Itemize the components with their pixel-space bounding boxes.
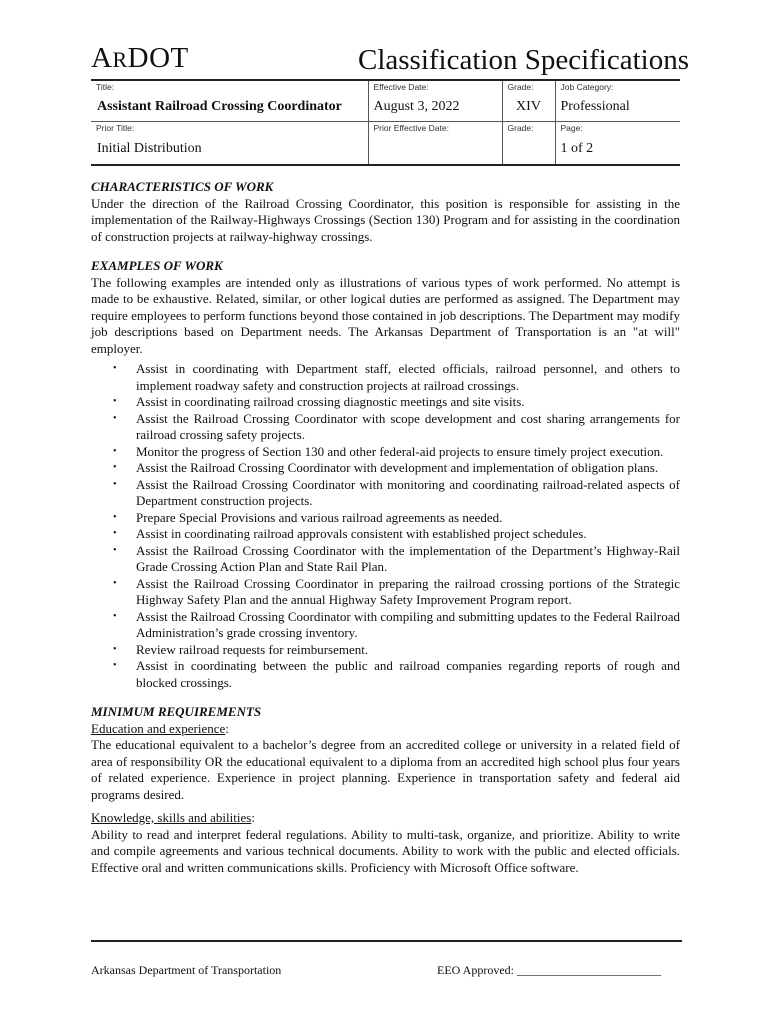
grade-label: Grade: xyxy=(502,80,555,93)
bullet-icon: • xyxy=(113,643,117,655)
bullet-icon: • xyxy=(113,577,117,589)
examples-heading: EXAMPLES OF WORK xyxy=(91,258,223,273)
education-block: Education and experience: The educational equivalent to a bachelor’s degree from an accredited college or university in a related field of area of responsibility OR the educational equivalent to a diploma from an accredited high school plus four years of related experience. Experience in project planning. Experience in transportation safety and federal aid programs desired. xyxy=(91,720,680,802)
ksa-label: Knowledge, skills and abilities xyxy=(91,810,252,825)
characteristics-text: Under the direction of the Railroad Crossing Coordinator, this position is responsible for assisting in the implementation of the Railway-Highways Crossings (Section 130) Program and for assisting in the coordination of construction projects at railway-highway crossings. xyxy=(91,195,680,244)
grade2-value xyxy=(502,134,555,165)
bullet-icon: • xyxy=(113,412,117,424)
bullet-icon: • xyxy=(113,445,117,457)
prior-effective-date-label: Prior Effective Date: xyxy=(368,122,502,135)
page-label: Page: xyxy=(555,122,680,135)
characteristics-heading: CHARACTERISTICS OF WORK xyxy=(91,179,274,194)
page-value: 1 of 2 xyxy=(555,134,680,165)
ksa-text: Ability to read and interpret federal regulations. Ability to multi-task, organize, and prioritize. Ability to write and compile agreements and various technical documents. Ability to work with the public and elected officials. Effective oral and written communications skills. Proficiency with Microsoft Office software. xyxy=(91,826,680,875)
education-text: The educational equivalent to a bachelor’s degree from an accredited college or university in a related field of area of responsibility OR the educational equivalent to a diploma from an accredited high school plus four years of related experience. Experience in project planning. Experience in transportation safety and federal aid programs desired. xyxy=(91,737,680,802)
bullet-icon: • xyxy=(113,363,117,374)
list-item: • Assist the Railroad Crossing Coordinator in preparing the railroad crossing portions of the Strategic Highway Safety Plan and the annual Highway Safety Improvement Program report. xyxy=(113,575,680,607)
list-item: • Assist in coordinating railroad crossing diagnostic meetings and site visits. xyxy=(113,394,525,409)
title-value: Assistant Railroad Crossing Coordinator xyxy=(97,99,342,114)
bullet-icon: • xyxy=(113,511,117,523)
footer-eeo-approved: EEO Approved: ________________________ xyxy=(437,963,661,977)
bullet-icon: • xyxy=(113,660,117,671)
education-label: Education and experience xyxy=(91,720,226,736)
bullet-icon: • xyxy=(113,544,117,556)
requirements-heading: MINIMUM REQUIREMENTS xyxy=(91,704,262,719)
ksa-block: Knowledge, skills and abilities: Ability to read and interpret federal regulations. Ability to multi-task, organize, and prioritize. Ability to write and compile agreements and various technical documents. Ability to work with the public and elected officials. Effective oral and written communications skills. Proficiency with Microsoft Office software. xyxy=(91,810,680,875)
bullet-icon: • xyxy=(113,478,117,490)
grade2-label: Grade: xyxy=(502,122,555,135)
list-item: • Assist the Railroad Crossing Coordinator with the implementation of the Department’s Highway-Rail Grade Crossing Action Plan and State Rail Plan. xyxy=(113,542,680,574)
list-item: • Assist the Railroad Crossing Coordinator with scope development and cost sharing arrangements for railroad crossing safety projects. xyxy=(113,410,680,442)
job-category-value: Professional xyxy=(555,93,680,122)
list-item: • Assist in coordinating between the public and railroad companies regarding reports of rough and blocked crossings. xyxy=(113,658,680,690)
list-item: • Review railroad requests for reimbursement. xyxy=(113,641,369,657)
bullet-icon: • xyxy=(113,528,117,539)
job-category-label: Job Category: xyxy=(555,80,680,93)
examples-section xyxy=(91,258,680,691)
effective-date-label: Effective Date: xyxy=(368,80,502,93)
characteristics-section xyxy=(91,179,680,245)
effective-date-value: August 3, 2022 xyxy=(368,93,502,122)
grade-value: XIV xyxy=(502,93,555,122)
list-item: • Assist the Railroad Crossing Coordinator with compiling and submitting updates to the Federal Railroad Administration’s grade crossing inventory. xyxy=(113,608,680,640)
list-item: • Monitor the progress of Section 130 and other federal-aid projects to ensure timely project execution. xyxy=(113,443,664,459)
bullet-icon: • xyxy=(113,396,117,407)
bullet-icon: • xyxy=(113,462,117,473)
document-title: Classification Specifications xyxy=(358,44,690,76)
list-item: • Assist in coordinating with Department staff, elected officials, railroad personnel, and others to implement roadway safety and construction projects at railroad crossings. xyxy=(113,361,680,393)
examples-list xyxy=(91,361,680,691)
requirements-section xyxy=(91,704,680,876)
list-item: • Prepare Special Provisions and various railroad agreements as needed. xyxy=(113,509,503,525)
examples-intro: The following examples are intended only as illustrations of various types of work performed. No attempt is made to be exhaustive. Related, similar, or other logical duties are performed as assigned. The Department may require employees to perform functions beyond those contained in job descriptions. The Department may modify job descriptions based on Department needs. The Arkansas Department of Transportation is an "at will" employer. xyxy=(91,274,680,356)
list-item: • Assist the Railroad Crossing Coordinator with development and implementation of obligation plans. xyxy=(113,460,659,475)
footer-divider xyxy=(91,940,682,942)
classification-header-table xyxy=(91,79,680,166)
title-label: Title: xyxy=(91,80,368,93)
ardot-logo: ARDOT xyxy=(91,42,189,74)
prior-title-label: Prior Title: xyxy=(91,122,368,135)
list-item: • Assist in coordinating railroad approvals consistent with established project schedules. xyxy=(113,526,587,541)
prior-effective-date-value xyxy=(368,134,502,165)
list-item: • Assist the Railroad Crossing Coordinator with monitoring and coordinating railroad-related aspects of Department construction projects. xyxy=(113,476,680,508)
document-body xyxy=(91,179,680,889)
footer-department: Arkansas Department of Transportation xyxy=(91,963,282,977)
bullet-icon: • xyxy=(113,610,117,622)
prior-title-value: Initial Distribution xyxy=(91,134,368,165)
